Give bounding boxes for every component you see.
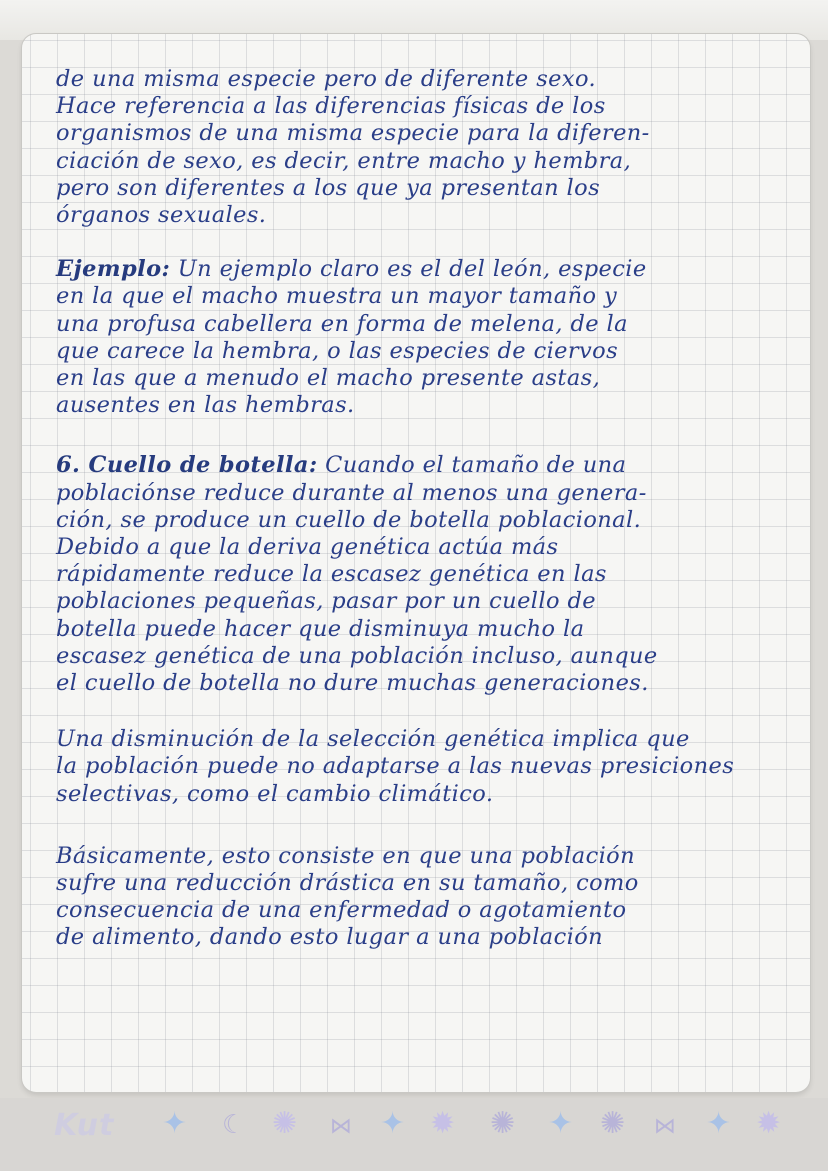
- sunflower-icon: ✺: [600, 1106, 626, 1141]
- sunflower-icon: ✺: [490, 1106, 516, 1141]
- text-line: botella puede hacer que disminuya mucho la: [56, 615, 585, 642]
- text-line: Debido a que la deriva genética actúa más: [56, 534, 559, 561]
- text-line: [56, 256, 816, 283]
- text-line: pero son diferentes a los que ya presentan los: [56, 174, 601, 201]
- text-line: en la que el macho muestra un mayor tamaño y: [56, 283, 618, 310]
- text-line: ción, se produce un cuello de botella poblacional.: [56, 506, 642, 533]
- handwritten-notes: [56, 66, 816, 952]
- text-line: poblaciones pequeñas, pasar por un cuello de: [56, 588, 596, 615]
- text-line: una profusa cabellera en forma de melena, de la: [56, 310, 628, 337]
- text-line: órganos sexuales.: [56, 202, 267, 229]
- moon-icon: ☾: [222, 1110, 246, 1140]
- example-label: Ejemplo:: [56, 256, 171, 283]
- sparkle-icon: ✹: [430, 1106, 456, 1141]
- bow-icon: ⋈: [330, 1114, 352, 1139]
- example-text: Un ejemplo claro es el del león, especie: [170, 256, 647, 283]
- text-line: ciación de sexo, es decir, entre macho y hembra,: [56, 147, 632, 174]
- text-line: Hace referencia a las diferencias físicas de los: [56, 93, 606, 120]
- sunflower-icon: ✺: [272, 1106, 298, 1141]
- text-line: en las que a menudo el macho presente astas,: [56, 365, 601, 392]
- text-line: escasez genética de una población incluso, aunque: [56, 642, 658, 669]
- text-line: que carece la hembra, o las especies de ciervos: [56, 337, 619, 364]
- section-text: Cuando el tamaño de una: [317, 452, 627, 479]
- notebook-footer: [0, 1098, 828, 1171]
- section-number: 6.: [56, 452, 81, 479]
- text-line: Una disminución de la selección genética implica que: [56, 726, 690, 753]
- text-line: selectivas, como el cambio climático.: [56, 780, 494, 807]
- text-line: poblaciónse reduce durante al menos una genera-: [56, 479, 647, 506]
- brand-logo: Kut: [54, 1108, 115, 1143]
- text-line: de alimento, dando esto lugar a una población: [56, 924, 604, 951]
- paragraph-example: [56, 256, 816, 419]
- text-line: [56, 452, 816, 479]
- sunflower-icon: ✹: [756, 1106, 782, 1141]
- sparkle-icon: ✦: [380, 1106, 406, 1141]
- sparkle-icon: ✦: [162, 1106, 188, 1141]
- paragraph-summary: [56, 843, 816, 952]
- text-line: la población puede no adaptarse a las nuevas presiciones: [56, 753, 735, 780]
- text-line: de una misma especie pero de diferente sexo.: [56, 66, 597, 92]
- text-line: consecuencia de una enfermedad o agotamiento: [56, 897, 627, 924]
- section-title: Cuello de botella:: [80, 452, 318, 479]
- paragraph-dimorphism: [56, 66, 816, 229]
- sparkle-icon: ✦: [706, 1106, 732, 1141]
- text-line: Básicamente, esto consiste en que una población: [56, 842, 636, 869]
- text-line: sufre una reducción drástica en su tamaño, como: [56, 870, 639, 897]
- text-line: el cuello de botella no dure muchas generaciones.: [56, 670, 649, 697]
- text-line: ausentes en las hembras.: [56, 392, 355, 419]
- text-line: rápidamente reduce la escasez genética en las: [56, 561, 607, 588]
- bow-icon: ⋈: [654, 1114, 676, 1139]
- sparkle-icon: ✦: [548, 1106, 574, 1141]
- section-bottleneck: [56, 452, 816, 697]
- text-line: organismos de una misma especie para la diferen-: [56, 120, 650, 147]
- paragraph-selection: [56, 726, 816, 808]
